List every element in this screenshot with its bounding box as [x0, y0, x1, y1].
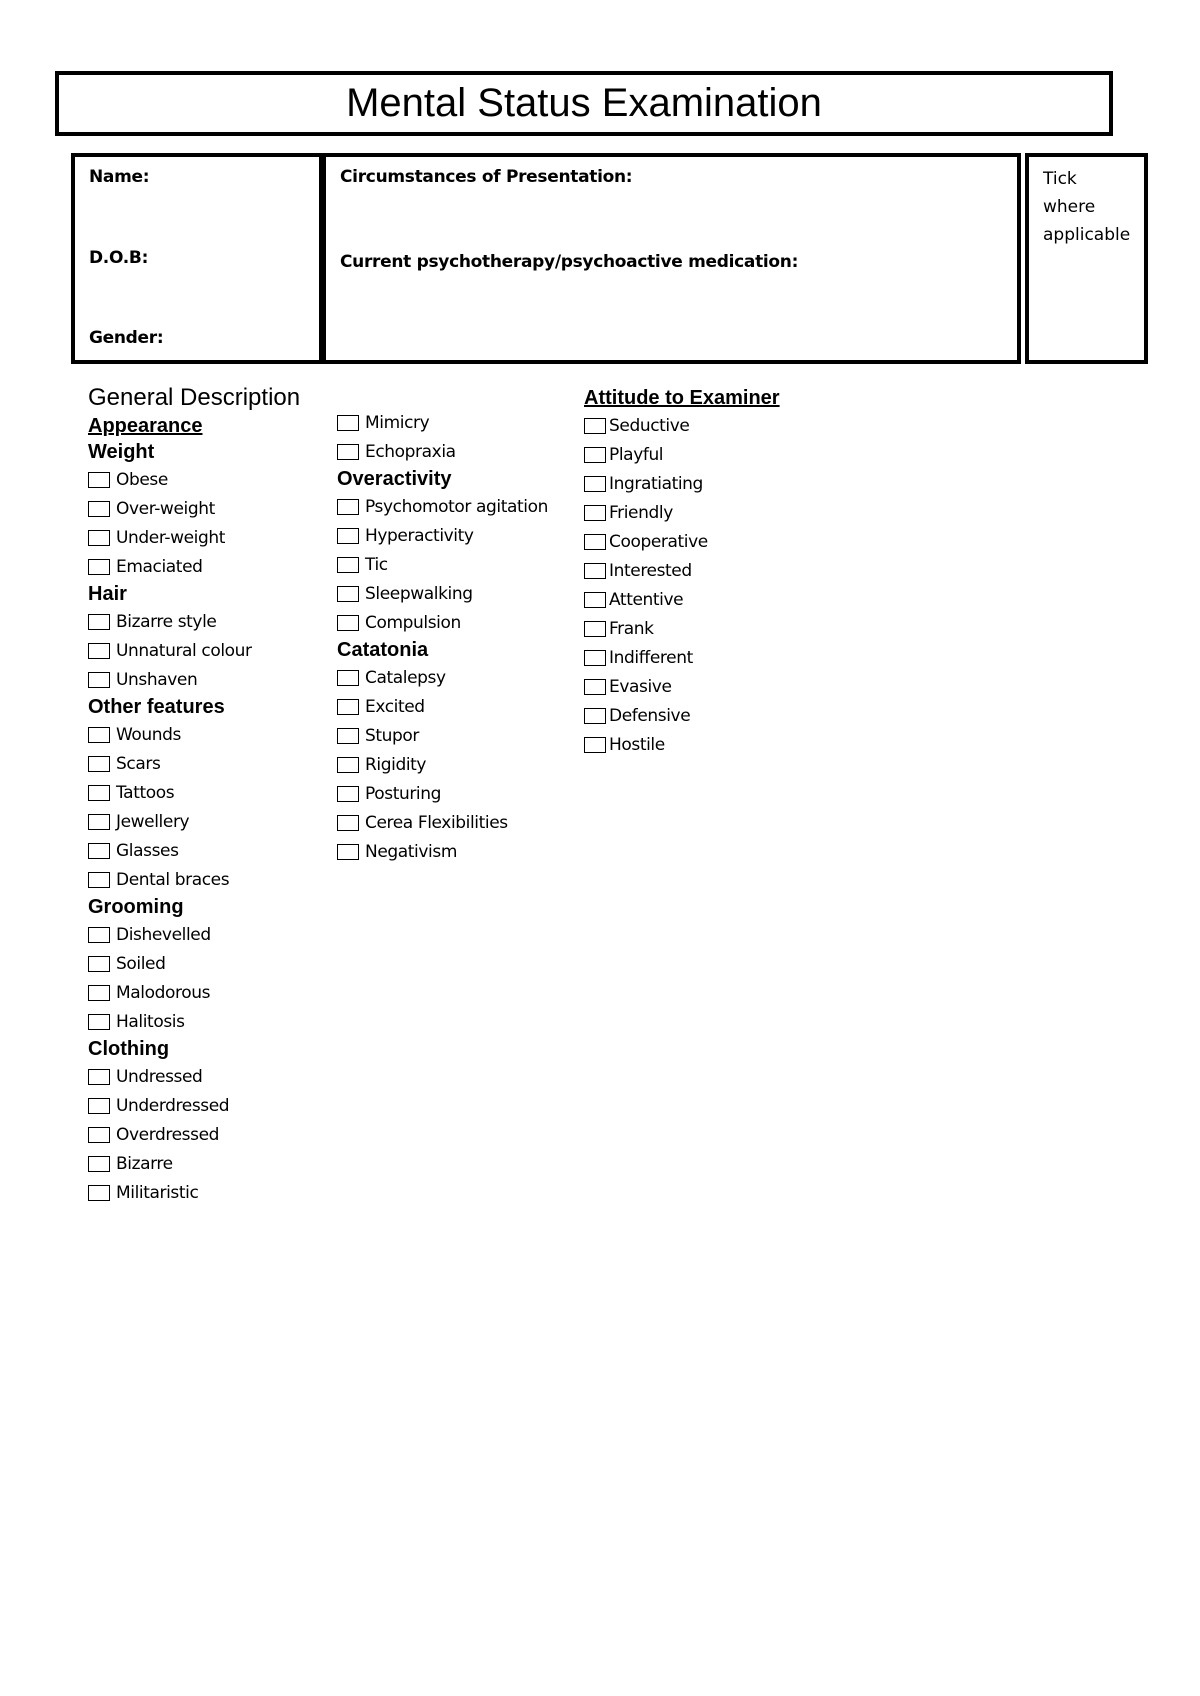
checkbox-label: Militaristic: [116, 1182, 199, 1203]
checkbox[interactable]: [88, 643, 110, 659]
checkbox[interactable]: [584, 737, 606, 753]
grooming-subheading: Grooming: [88, 896, 184, 918]
circumstances-label: Circumstances of Presentation:: [340, 167, 633, 187]
hair-list: [88, 607, 300, 694]
checkbox-label: Bizarre: [116, 1153, 173, 1174]
checkbox[interactable]: [337, 815, 359, 831]
checkbox-label: Playful: [609, 444, 664, 465]
checkbox-label: Frank: [609, 618, 654, 639]
checkbox-item-cooperative[interactable]: [584, 527, 780, 556]
checkbox[interactable]: [337, 499, 359, 515]
overactivity-subheading: Overactivity: [337, 468, 452, 490]
checkbox-item-emaciated[interactable]: [88, 552, 300, 581]
checkbox[interactable]: [88, 956, 110, 972]
checkbox[interactable]: [584, 650, 606, 666]
checkbox[interactable]: [584, 476, 606, 492]
checkbox-label: Hyperactivity: [365, 525, 474, 546]
checkbox-label: Bizarre style: [116, 611, 217, 632]
tick-note-line: applicable: [1043, 225, 1131, 245]
checkbox-item-halitosis[interactable]: [88, 1007, 300, 1036]
checkbox-label: Over-weight: [116, 498, 215, 519]
checkbox-label: Tic: [365, 554, 388, 575]
checkbox-item-excited[interactable]: [337, 692, 548, 721]
checkbox-item-ingratiating[interactable]: [584, 469, 780, 498]
weight-list: [88, 465, 300, 581]
checkbox-label: Cerea Flexibilities: [365, 812, 508, 833]
checkbox[interactable]: [337, 844, 359, 860]
other-features-subheading: Other features: [88, 696, 225, 718]
checkbox-label: Malodorous: [116, 982, 211, 1003]
checkbox-label: Stupor: [365, 725, 420, 746]
checkbox-item-underdressed[interactable]: [88, 1091, 300, 1120]
checkbox-item-frank[interactable]: [584, 614, 780, 643]
checkbox[interactable]: [88, 530, 110, 546]
checkbox-item-unnatural-colour[interactable]: [88, 636, 300, 665]
checkbox[interactable]: [88, 1069, 110, 1085]
checkbox-item-compulsion[interactable]: [337, 608, 548, 637]
checkbox-label: Psychomotor agitation: [365, 496, 548, 517]
checkbox[interactable]: [88, 814, 110, 830]
checkbox-label: Emaciated: [116, 556, 203, 577]
checkbox[interactable]: [88, 1098, 110, 1114]
checkbox-label: Interested: [609, 560, 692, 581]
checkbox[interactable]: [88, 614, 110, 630]
checkbox-item-rigidity[interactable]: [337, 750, 548, 779]
checkbox-item-jewellery[interactable]: [88, 807, 300, 836]
checkbox-item-defensive[interactable]: [584, 701, 780, 730]
general-description-column: [88, 384, 300, 1207]
checkbox[interactable]: [337, 728, 359, 744]
checkbox-label: Sleepwalking: [365, 583, 473, 604]
checkbox-label: Cooperative: [609, 531, 708, 552]
checkbox[interactable]: [337, 757, 359, 773]
checkbox-item-unshaven[interactable]: [88, 665, 300, 694]
checkbox-item-posturing[interactable]: [337, 779, 548, 808]
checkbox-label: Mimicry: [365, 412, 430, 433]
checkbox-item-attentive[interactable]: [584, 585, 780, 614]
checkbox[interactable]: [88, 472, 110, 488]
checkbox[interactable]: [88, 559, 110, 575]
checkbox-label: Attentive: [609, 589, 684, 610]
checkbox-label: Undressed: [116, 1066, 203, 1087]
general-description-heading: General Description: [88, 384, 301, 411]
checkbox-label: Dental braces: [116, 869, 230, 890]
checkbox-item-overdressed[interactable]: [88, 1120, 300, 1149]
checkbox[interactable]: [337, 557, 359, 573]
page-title: Mental Status Examination: [346, 81, 822, 125]
checkbox-item-militaristic[interactable]: [88, 1178, 300, 1207]
appearance-heading: Appearance: [88, 415, 203, 437]
checkbox-item-interested[interactable]: [584, 556, 780, 585]
checkbox[interactable]: [88, 927, 110, 943]
checkbox[interactable]: [88, 501, 110, 517]
presentation-box: [322, 153, 1021, 364]
checkbox-label: Defensive: [609, 705, 691, 726]
checkbox-item-playful[interactable]: [584, 440, 780, 469]
checkbox-item-evasive[interactable]: [584, 672, 780, 701]
checkbox-label: Posturing: [365, 783, 442, 804]
checkbox-item-stupor[interactable]: [337, 721, 548, 750]
checkbox[interactable]: [88, 1014, 110, 1030]
checkbox-item-indifferent[interactable]: [584, 643, 780, 672]
checkbox-label: Unnatural colour: [116, 640, 252, 661]
checkbox-item-tattoos[interactable]: [88, 778, 300, 807]
title-box: [55, 71, 1113, 136]
weight-subheading: Weight: [88, 441, 155, 463]
checkbox[interactable]: [88, 872, 110, 888]
checkbox-label: Friendly: [609, 502, 673, 523]
checkbox[interactable]: [88, 756, 110, 772]
checkbox-label: Overdressed: [116, 1124, 220, 1145]
checkbox[interactable]: [584, 505, 606, 521]
checkbox-item-psychomotor-agitation[interactable]: [337, 492, 548, 521]
checkbox-item-sleepwalking[interactable]: [337, 579, 548, 608]
checkbox-label: Hostile: [609, 734, 665, 755]
checkbox-label: Jewellery: [116, 811, 190, 832]
checkbox[interactable]: [584, 621, 606, 637]
checkbox-item-echopraxia[interactable]: [337, 437, 548, 466]
checkbox-label: Rigidity: [365, 754, 427, 775]
checkbox-label: Echopraxia: [365, 441, 456, 462]
checkbox-item-under-weight[interactable]: [88, 523, 300, 552]
checkbox-item-bizarre-style[interactable]: [88, 607, 300, 636]
checkbox[interactable]: [88, 785, 110, 801]
dob-label: D.O.B:: [89, 248, 149, 268]
checkbox-label: Seductive: [609, 415, 690, 436]
other-features-list: [88, 720, 300, 894]
name-label: Name:: [89, 167, 150, 187]
checkbox[interactable]: [584, 534, 606, 550]
checkbox-label: Indifferent: [609, 647, 693, 668]
checkbox[interactable]: [88, 843, 110, 859]
checkbox-item-seductive[interactable]: [584, 411, 780, 440]
checkbox-item-cerea-flexibilities[interactable]: [337, 808, 548, 837]
checkbox[interactable]: [88, 672, 110, 688]
attitude-heading: Attitude to Examiner: [584, 387, 780, 409]
checkbox[interactable]: [337, 586, 359, 602]
checkbox-label: Obese: [116, 469, 168, 490]
grooming-list: [88, 920, 300, 1036]
catatonia-list: [337, 663, 548, 866]
checkbox-item-hostile[interactable]: [584, 730, 780, 759]
attitude-column: [584, 385, 780, 759]
checkbox-label: Catalepsy: [365, 667, 446, 688]
checkbox[interactable]: [337, 415, 359, 431]
checkbox[interactable]: [337, 444, 359, 460]
checkbox[interactable]: [337, 670, 359, 686]
hair-subheading: Hair: [88, 583, 127, 605]
checkbox-label: Ingratiating: [609, 473, 703, 494]
checkbox-label: Glasses: [116, 840, 179, 861]
attitude-list: [584, 411, 780, 759]
checkbox-item-dishevelled[interactable]: [88, 920, 300, 949]
checkbox-item-obese[interactable]: [88, 465, 300, 494]
checkbox-item-dental-braces[interactable]: [88, 865, 300, 894]
checkbox-item-tic[interactable]: [337, 550, 548, 579]
checkbox[interactable]: [584, 447, 606, 463]
checkbox-label: Underdressed: [116, 1095, 230, 1116]
checkbox[interactable]: [88, 1156, 110, 1172]
checkbox[interactable]: [584, 708, 606, 724]
clothing-subheading: Clothing: [88, 1038, 170, 1060]
checkbox-label: Halitosis: [116, 1011, 185, 1032]
checkbox[interactable]: [584, 418, 606, 434]
checkbox-item-mimicry[interactable]: [337, 408, 548, 437]
checkbox-item-malodorous[interactable]: [88, 978, 300, 1007]
tick-note: [1043, 165, 1130, 249]
gender-label: Gender:: [89, 328, 164, 348]
behaviour-column: [337, 408, 548, 866]
clothing-list: [88, 1062, 300, 1207]
checkbox-item-undressed[interactable]: [88, 1062, 300, 1091]
checkbox-label: Wounds: [116, 724, 182, 745]
checkbox-label: Compulsion: [365, 612, 461, 633]
checkbox-label: Scars: [116, 753, 161, 774]
patient-details-box: [71, 153, 323, 364]
checkbox[interactable]: [88, 1127, 110, 1143]
behaviour-top-list: [337, 408, 548, 466]
checkbox-label: Negativism: [365, 841, 457, 862]
checkbox[interactable]: [337, 528, 359, 544]
checkbox[interactable]: [584, 679, 606, 695]
checkbox[interactable]: [88, 1185, 110, 1201]
checkbox-item-wounds[interactable]: [88, 720, 300, 749]
catatonia-subheading: Catatonia: [337, 639, 429, 661]
checkbox[interactable]: [584, 563, 606, 579]
checkbox-label: Dishevelled: [116, 924, 211, 945]
checkbox-label: Tattoos: [116, 782, 175, 803]
checkbox-item-friendly[interactable]: [584, 498, 780, 527]
tick-note-line: where: [1043, 197, 1096, 217]
medication-label: Current psychotherapy/psychoactive medication:: [340, 252, 799, 272]
tick-note-box: [1025, 153, 1148, 364]
checkbox-item-over-weight[interactable]: [88, 494, 300, 523]
checkbox-item-hyperactivity[interactable]: [337, 521, 548, 550]
checkbox-label: Unshaven: [116, 669, 198, 690]
checkbox[interactable]: [337, 786, 359, 802]
checkbox-label: Excited: [365, 696, 425, 717]
checkbox-item-scars[interactable]: [88, 749, 300, 778]
checkbox-label: Under-weight: [116, 527, 226, 548]
checkbox-item-glasses[interactable]: [88, 836, 300, 865]
checkbox-item-soiled[interactable]: [88, 949, 300, 978]
checkbox[interactable]: [337, 699, 359, 715]
checkbox[interactable]: [88, 727, 110, 743]
tick-note-line: Tick: [1043, 169, 1077, 189]
checkbox[interactable]: [88, 985, 110, 1001]
checkbox[interactable]: [337, 615, 359, 631]
checkbox-item-catalepsy[interactable]: [337, 663, 548, 692]
overactivity-list: [337, 492, 548, 637]
checkbox-item-negativism[interactable]: [337, 837, 548, 866]
checkbox-label: Evasive: [609, 676, 672, 697]
checkbox[interactable]: [584, 592, 606, 608]
checkbox-item-bizarre[interactable]: [88, 1149, 300, 1178]
checkbox-label: Soiled: [116, 953, 166, 974]
